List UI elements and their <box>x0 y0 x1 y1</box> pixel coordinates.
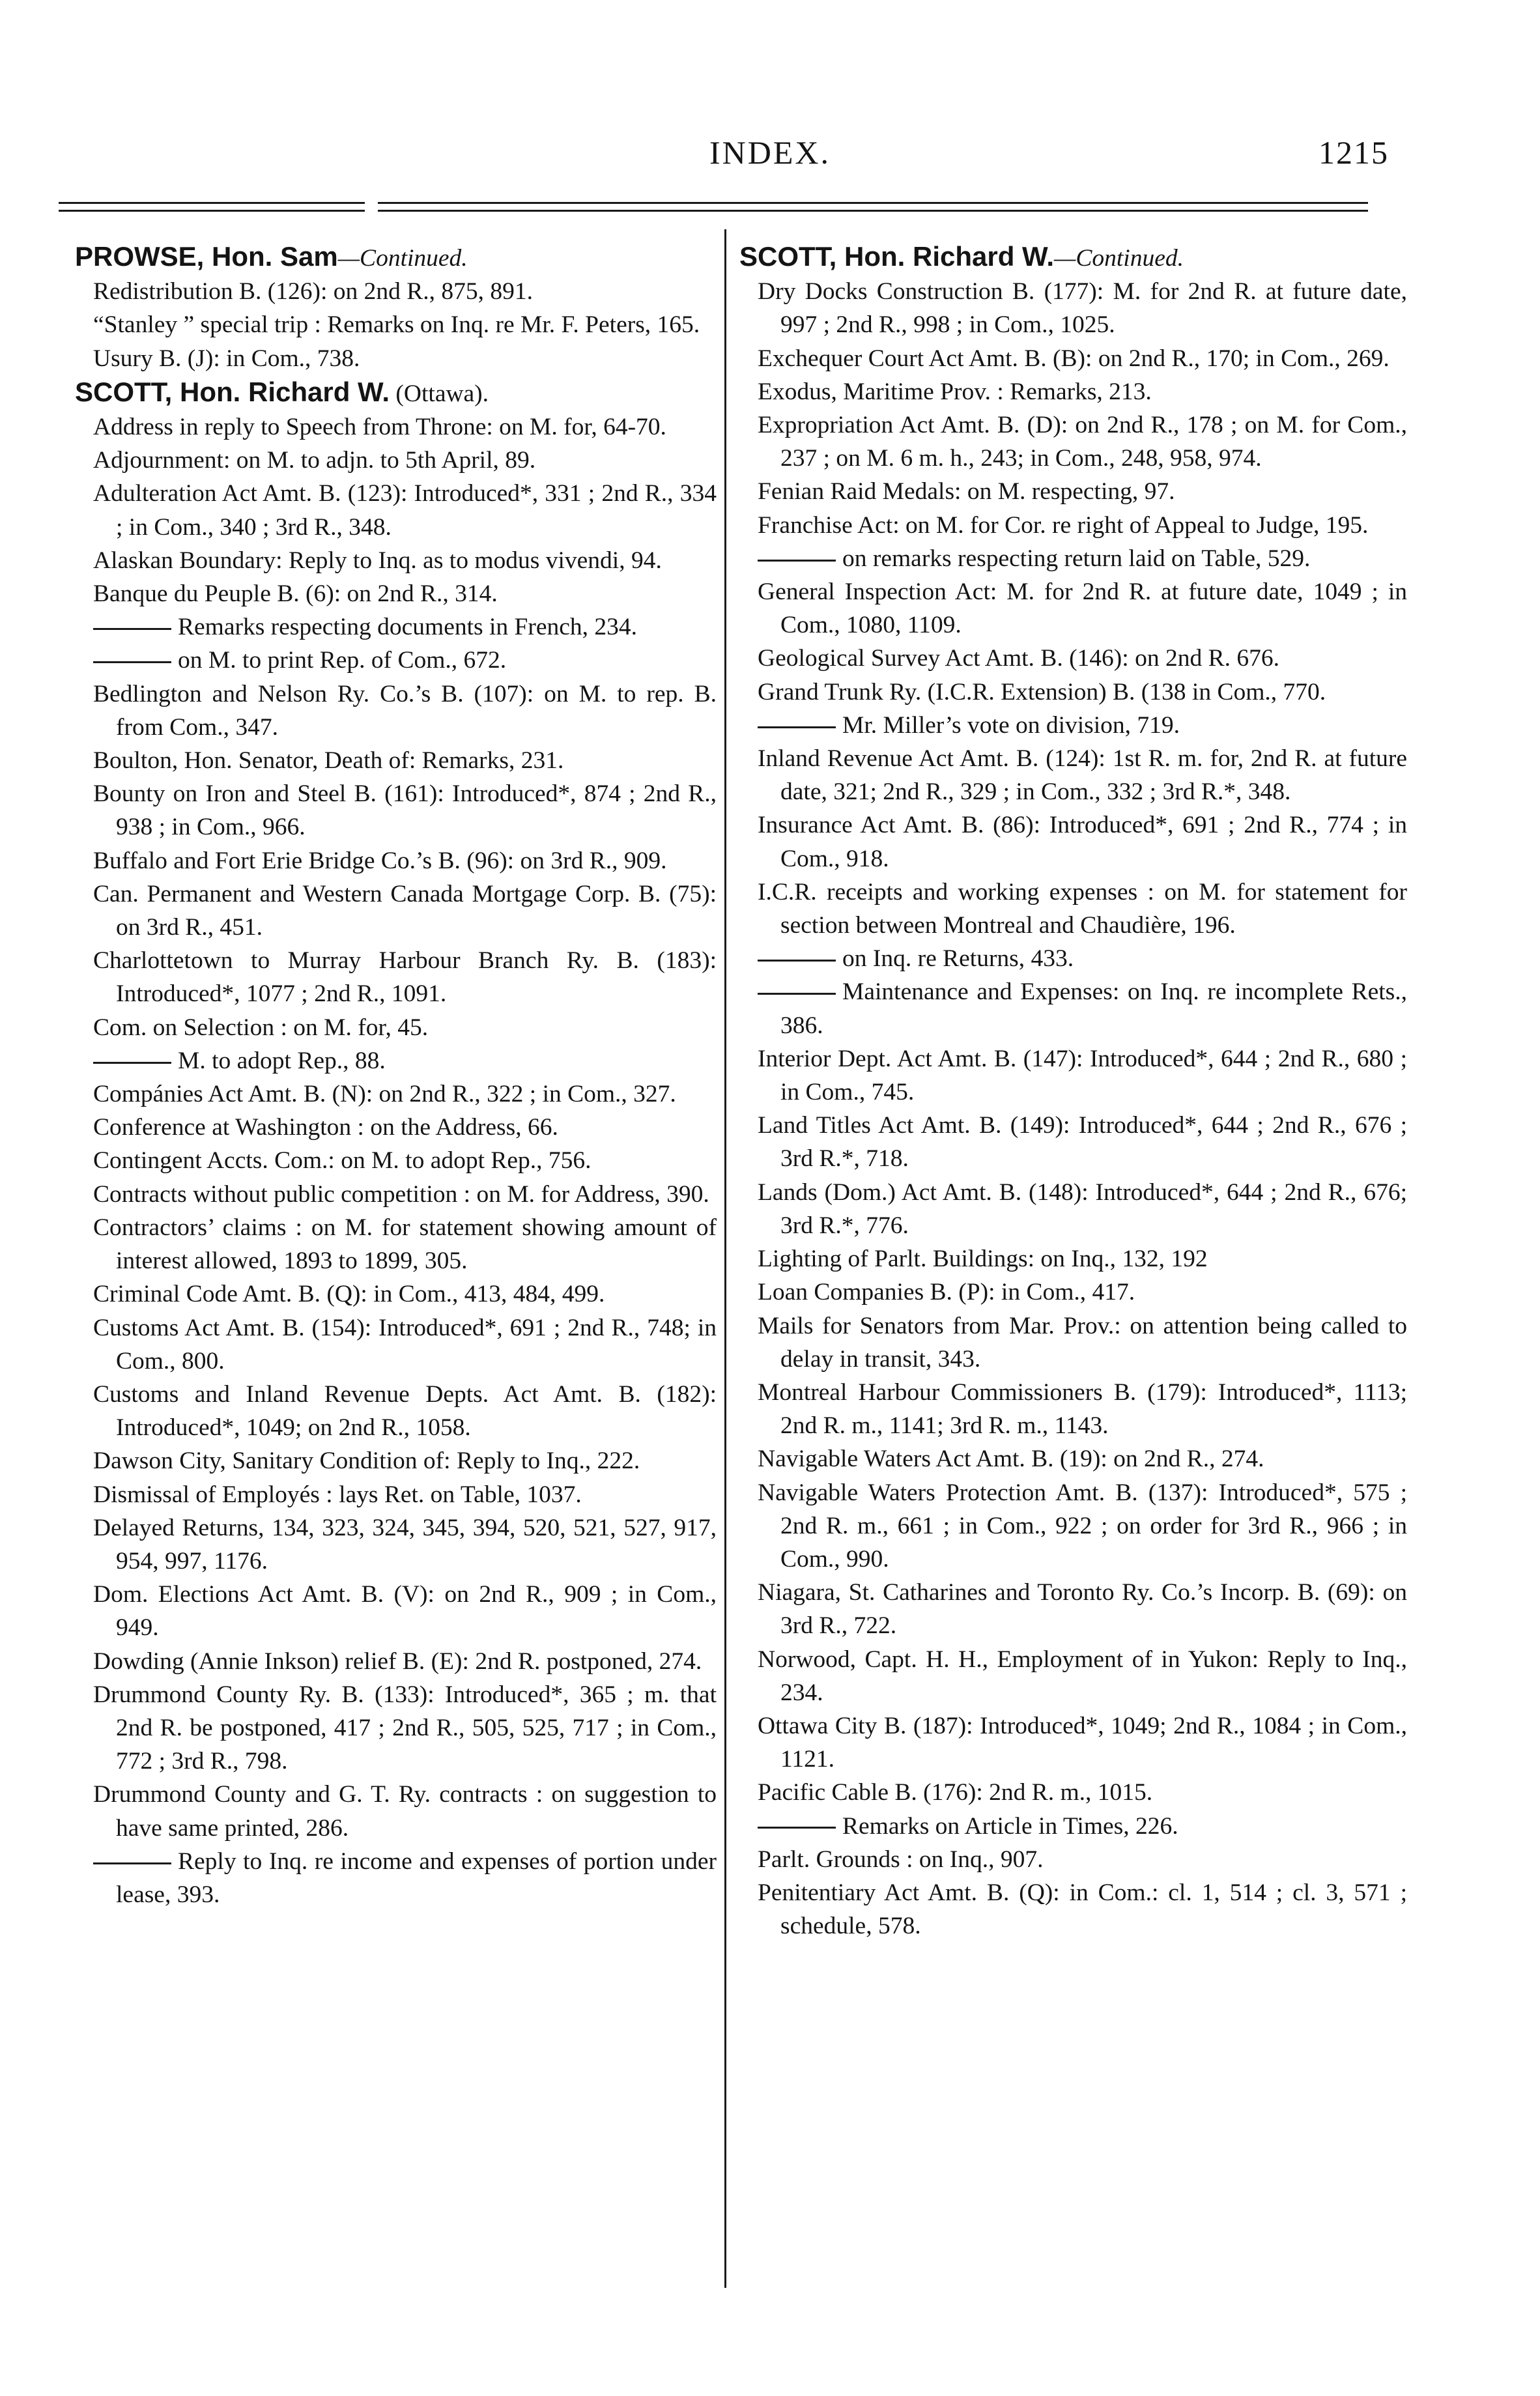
entry-text: Mails for Senators from Mar. Prov.: on attention being called to delay in transit, 343. <box>758 1312 1407 1373</box>
entry-text: Loan Companies B. (P): in Com., 417. <box>758 1279 1135 1306</box>
index-entry <box>75 544 717 577</box>
index-entry <box>75 577 717 610</box>
left-column <box>75 240 717 1911</box>
entry-text: Adjournment: on M. to adjn. to 5th April, 89. <box>93 447 536 474</box>
index-entry <box>739 876 1407 942</box>
index-subentry <box>75 1044 717 1077</box>
index-heading <box>75 375 717 410</box>
index-entry <box>75 444 717 477</box>
entry-text: Pacific Cable B. (176): 2nd R. m., 1015. <box>758 1779 1153 1806</box>
index-entry <box>75 1111 717 1144</box>
header-rule-right-top <box>378 202 1368 204</box>
entry-list <box>75 410 717 1911</box>
entry-text: Boulton, Hon. Senator, Death of: Remarks, 231. <box>93 747 564 775</box>
ditto-dash <box>758 1827 836 1829</box>
index-entry <box>739 642 1407 675</box>
ditto-dash <box>758 993 836 995</box>
index-entry <box>75 308 717 341</box>
page-number: 1215 <box>1319 134 1389 171</box>
entry-text: Franchise Act: on M. for Cor. re right of Appeal to Judge, 195. <box>758 511 1369 539</box>
index-entry <box>739 509 1407 542</box>
index-entry <box>75 1678 717 1778</box>
index-entry <box>739 1876 1407 1943</box>
index-entry <box>75 1077 717 1111</box>
entry-text: Expropriation Act Amt. B. (D): on 2nd R., 178 ; on M. for Com., 237 ; on M. 6 m. h., 243; in Com., 248, 958, 974. <box>758 412 1407 472</box>
entry-text: Contractors’ claims : on M. for statement showing amount of interest allowed, 1893 to 1899, 305. <box>93 1214 717 1275</box>
heading-name: SCOTT, Hon. Richard W. <box>739 241 1055 272</box>
index-entry <box>75 1211 717 1277</box>
ditto-dash <box>93 628 171 630</box>
entry-text: Dawson City, Sanitary Condition of: Reply to Inq., 222. <box>93 1448 640 1475</box>
index-entry <box>75 1311 717 1378</box>
header-rule-left-bottom <box>59 210 365 212</box>
index-entry <box>739 1776 1407 1809</box>
index-entry <box>739 1309 1407 1376</box>
entry-text: Buffalo and Fort Erie Bridge Co.’s B. (96): on 3rd R., 909. <box>93 847 667 874</box>
entry-text: Mr. Miller’s vote on division, 719. <box>842 711 1180 739</box>
entry-text: Interior Dept. Act Amt. B. (147): Introduced*, 644 ; 2nd R., 680 ; in Com., 745. <box>758 1045 1407 1106</box>
entry-text: Reply to Inq. re income and expenses of portion under lease, 393. <box>116 1847 717 1908</box>
index-entry <box>739 676 1407 709</box>
entry-text: Customs Act Amt. B. (154): Introduced*, 691 ; 2nd R., 748; in Com., 800. <box>93 1314 717 1375</box>
entry-text: Customs and Inland Revenue Depts. Act Amt. B. (182): Introduced*, 1049; on 2nd R., 1058. <box>93 1380 717 1442</box>
ditto-dash <box>758 560 836 562</box>
index-subentry <box>739 975 1407 1042</box>
index-subentry <box>739 1810 1407 1843</box>
ditto-dash <box>758 960 836 962</box>
entry-text: Fenian Raid Medals: on M. respecting, 97. <box>758 478 1175 506</box>
entry-text: Parlt. Grounds : on Inq., 907. <box>758 1846 1044 1873</box>
index-entry <box>739 808 1407 875</box>
entry-text: “Stanley ” special trip : Remarks on Inq. re Mr. F. Peters, 165. <box>93 311 700 339</box>
index-entry <box>739 408 1407 475</box>
index-entry <box>739 1643 1407 1709</box>
entry-text: Land Titles Act Amt. B. (149): Introduced*, 644 ; 2nd R., 676 ; 3rd R.*, 718. <box>758 1112 1407 1173</box>
heading-qualifier: (Ottawa). <box>390 380 489 407</box>
entry-text: on remarks respecting return laid on Table, 529. <box>842 545 1311 572</box>
index-entry <box>739 342 1407 375</box>
ditto-dash <box>93 1062 171 1064</box>
index-entry <box>75 844 717 877</box>
entry-text: Montreal Harbour Commissioners B. (179): Introduced*, 1113; 2nd R. m., 1141; 3rd R. m., 1143. <box>758 1378 1407 1440</box>
entry-text: Lands (Dom.) Act Amt. B. (148): Introduced*, 644 ; 2nd R., 676; 3rd R.*, 776. <box>758 1178 1407 1239</box>
entry-text: Exodus, Maritime Prov. : Remarks, 213. <box>758 378 1152 405</box>
entry-text: Compánies Act Amt. B. (N): on 2nd R., 322 ; in Com., 327. <box>93 1081 676 1108</box>
entry-text: Banque du Peuple B. (6): on 2nd R., 314. <box>93 580 498 608</box>
entry-text: Dismissal of Employés : lays Ret. on Table, 1037. <box>93 1481 582 1508</box>
index-entry <box>75 744 717 777</box>
entry-text: Penitentiary Act Amt. B. (Q): in Com.: cl. 1, 514 ; cl. 3, 571 ; schedule, 578. <box>758 1879 1407 1940</box>
entry-text: M. to adopt Rep., 88. <box>178 1047 386 1074</box>
entry-text: Usury B. (J): in Com., 738. <box>93 345 360 372</box>
entry-text: Dry Docks Construction B. (177): M. for 2nd R. at future date, 997 ; 2nd R., 998 ; in Com., 1025. <box>758 278 1407 339</box>
entry-text: on M. to print Rep. of Com., 672. <box>178 647 507 674</box>
entry-text: Inland Revenue Act Amt. B. (124): 1st R. m. for, 2nd R. at future date, 321; 2nd R., 329 ; in Com., 332 ; 3rd R.*, 348. <box>758 745 1407 806</box>
index-subentry <box>739 542 1407 575</box>
heading-name: PROWSE, Hon. Sam <box>75 241 338 272</box>
entry-text: Maintenance and Expenses: on Inq. re incomplete Rets., 386. <box>780 978 1407 1039</box>
entry-text: Contingent Accts. Com.: on M. to adopt Rep., 756. <box>93 1147 592 1175</box>
heading-qualifier: —Continued. <box>337 245 468 272</box>
index-entry <box>739 575 1407 642</box>
index-entry <box>75 1444 717 1477</box>
index-entry <box>75 944 717 1010</box>
index-entry <box>75 1511 717 1578</box>
entry-list <box>739 275 1407 1943</box>
entry-text: Can. Permanent and Western Canada Mortgage Corp. B. (75): on 3rd R., 451. <box>93 880 717 941</box>
entry-text: Bounty on Iron and Steel B. (161): Introduced*, 874 ; 2nd R., 938 ; in Com., 966. <box>93 780 717 841</box>
index-subentry <box>739 709 1407 742</box>
entry-text: Niagara, St. Catharines and Toronto Ry. Co.’s Incorp. B. (69): on 3rd R., 722. <box>758 1579 1407 1640</box>
ditto-dash <box>93 1862 171 1864</box>
entry-text: Dom. Elections Act Amt. B. (V): on 2nd R., 909 ; in Com., 949. <box>93 1581 717 1642</box>
entry-text: Criminal Code Amt. B. (Q): in Com., 413, 484, 499. <box>93 1281 605 1308</box>
index-entry <box>75 877 717 944</box>
entry-text: I.C.R. receipts and working expenses : on M. for statement for section between Montreal and Chaudière, 196. <box>758 878 1407 939</box>
entry-list <box>75 275 717 375</box>
entry-text: Remarks on Article in Times, 226. <box>842 1812 1178 1840</box>
index-entry <box>75 1378 717 1444</box>
index-entry <box>739 1176 1407 1242</box>
index-entry <box>739 1376 1407 1442</box>
index-entry <box>739 1109 1407 1175</box>
entry-text: Conference at Washington : on the Address, 66. <box>93 1114 558 1141</box>
entry-text: Grand Trunk Ry. (I.C.R. Extension) B. (138 in Com., 770. <box>758 678 1326 706</box>
index-entry <box>75 1578 717 1644</box>
entry-text: Charlottetown to Murray Harbour Branch Ry. B. (183): Introduced*, 1077 ; 2nd R., 1091. <box>93 947 717 1008</box>
index-entry <box>739 475 1407 508</box>
entry-text: Redistribution B. (126): on 2nd R., 875, 891. <box>93 278 533 306</box>
index-subentry <box>739 942 1407 975</box>
heading-name: SCOTT, Hon. Richard W. <box>75 376 390 407</box>
entry-text: Navigable Waters Act Amt. B. (19): on 2nd R., 274. <box>758 1446 1264 1473</box>
index-subentry <box>75 1845 717 1911</box>
index-entry <box>75 1144 717 1177</box>
index-entry <box>75 1011 717 1044</box>
entry-text: Bedlington and Nelson Ry. Co.’s B. (107): on M. to rep. B. from Com., 347. <box>93 680 717 741</box>
index-entry <box>739 1576 1407 1642</box>
index-entry <box>739 1042 1407 1109</box>
header-rule-right-bottom <box>378 210 1368 212</box>
index-subentry <box>75 644 717 677</box>
entry-text: Alaskan Boundary: Reply to Inq. as to modus vivendi, 94. <box>93 547 662 574</box>
index-entry <box>739 1242 1407 1276</box>
index-entry <box>75 477 717 543</box>
entry-text: Com. on Selection : on M. for, 45. <box>93 1014 429 1041</box>
index-entry <box>739 1442 1407 1476</box>
index-entry <box>739 1276 1407 1309</box>
index-entry <box>75 777 717 844</box>
entry-text: Lighting of Parlt. Buildings: on Inq., 132, 192 <box>758 1246 1208 1273</box>
index-subentry <box>75 610 717 644</box>
entry-text: General Inspection Act: M. for 2nd R. at future date, 1049 ; in Com., 1080, 1109. <box>758 578 1407 639</box>
index-entry <box>739 1709 1407 1776</box>
entry-text: Adulteration Act Amt. B. (123): Introduced*, 331 ; 2nd R., 334 ; in Com., 340 ; 3rd R., 348. <box>93 480 717 541</box>
running-title: INDEX. <box>709 134 831 171</box>
right-column <box>739 240 1407 1943</box>
entry-text: Dowding (Annie Inkson) relief B. (E): 2nd R. postponed, 274. <box>93 1647 702 1675</box>
index-heading <box>75 240 717 275</box>
index-heading <box>739 240 1407 275</box>
header-rule-left-top <box>59 202 365 204</box>
entry-text: Delayed Returns, 134, 323, 324, 345, 394, 520, 521, 527, 917, 954, 997, 1176. <box>93 1514 717 1575</box>
index-entry <box>75 1778 717 1844</box>
index-entry <box>739 742 1407 808</box>
index-entry <box>75 1478 717 1511</box>
entry-text: Geological Survey Act Amt. B. (146): on 2nd R. 676. <box>758 645 1279 672</box>
index-entry <box>75 1645 717 1678</box>
heading-qualifier: —Continued. <box>1054 245 1184 272</box>
entry-text: Address in reply to Speech from Throne: on M. for, 64-70. <box>93 414 666 441</box>
index-entry <box>75 1277 717 1311</box>
index-entry <box>739 275 1407 341</box>
index-entry <box>739 1843 1407 1876</box>
entry-text: Insurance Act Amt. B. (86): Introduced*, 691 ; 2nd R., 774 ; in Com., 918. <box>758 812 1407 872</box>
index-entry <box>75 342 717 375</box>
ditto-dash <box>758 726 836 728</box>
entry-text: Contracts without public competition : on M. for Address, 390. <box>93 1180 709 1208</box>
index-entry <box>739 1476 1407 1576</box>
entry-text: Norwood, Capt. H. H., Employment of in Yukon: Reply to Inq., 234. <box>758 1646 1407 1706</box>
entry-text: Exchequer Court Act Amt. B. (B): on 2nd R., 170; in Com., 269. <box>758 345 1390 372</box>
ditto-dash <box>93 661 171 663</box>
index-entry <box>75 1178 717 1211</box>
index-entry <box>75 677 717 744</box>
index-entry <box>75 275 717 308</box>
entry-text: on Inq. re Returns, 433. <box>842 945 1074 973</box>
entry-text: Remarks respecting documents in French, 234. <box>178 614 638 641</box>
index-entry <box>739 375 1407 408</box>
index-entry <box>75 410 717 444</box>
column-divider <box>724 229 726 2288</box>
entry-text: Drummond County Ry. B. (133): Introduced*, 365 ; m. that 2nd R. be postponed, 417 ; 2nd R., 505, 525, 717 ; in Com., 772 ; 3rd R., 798. <box>93 1681 717 1775</box>
entry-text: Drummond County and G. T. Ry. contracts : on suggestion to have same printed, 286. <box>93 1781 717 1842</box>
entry-text: Ottawa City B. (187): Introduced*, 1049; 2nd R., 1084 ; in Com., 1121. <box>758 1712 1407 1773</box>
entry-text: Navigable Waters Protection Amt. B. (137): Introduced*, 575 ; 2nd R. m., 661 ; in Com., 922 ; on order for 3rd R., 966 ; in Com., 990. <box>758 1479 1407 1573</box>
